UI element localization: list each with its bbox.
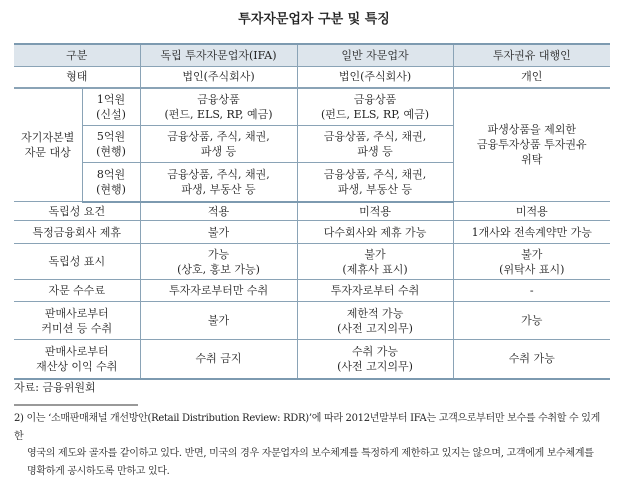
row-label: 자기자본별 자문 대상	[14, 88, 82, 202]
cell: 가능	[453, 302, 610, 340]
table-row	[14, 244, 610, 280]
header-agent: 투자권유 대행인	[453, 44, 610, 67]
cell: 투자자로부터만 수취	[140, 280, 297, 302]
cell: 수취 금지	[140, 340, 297, 379]
table-row	[14, 88, 610, 126]
row-label: 형태	[14, 67, 140, 88]
table-title: 투자자문업자 구분 및 특징	[0, 8, 628, 27]
cell: 금융상품, 주식, 채권, 파생, 부동산 등	[297, 163, 453, 202]
cell: -	[453, 280, 610, 302]
tier-label: 5억원 (현행)	[82, 126, 140, 163]
header-category: 구분	[14, 44, 140, 67]
tier-label: 8억원 (현행)	[82, 163, 140, 202]
cell: 적용	[140, 202, 297, 221]
table-row	[14, 221, 610, 244]
header-row	[14, 44, 610, 67]
footnote-line: 명확하게 공시하도록 만하고 있다.	[14, 463, 612, 480]
table-row	[14, 302, 610, 340]
header-general: 일반 자문업자	[297, 44, 453, 67]
cell: 파생상품을 제외한 금융투자상품 투자권유 위탁	[453, 88, 610, 202]
cell: 수취 가능	[453, 340, 610, 379]
cell: 다수회사와 제휴 가능	[297, 221, 453, 244]
footnote-line: 영국의 제도와 골자를 같이하고 있다. 반면, 미국의 경우 자문업자의 보수체계를 특정하게 제한하고 있지는 않으며, 고객에게 보수체계를	[14, 445, 612, 463]
row-label: 자문 수수료	[14, 280, 140, 302]
cell: 금융상품, 주식, 채권, 파생, 부동산 등	[140, 163, 297, 202]
cell: 개인	[453, 67, 610, 88]
cell: 투자자로부터 수취	[297, 280, 453, 302]
row-label: 판매사로부터 재산상 이익 수취	[14, 340, 140, 379]
footnote	[14, 410, 612, 480]
tier-label: 1억원 (신설)	[82, 88, 140, 126]
cell: 수취 가능 (사전 고지의무)	[297, 340, 453, 379]
cell: 불가 (위탁사 표시)	[453, 244, 610, 280]
header-ifa: 독립 투자자문업자(IFA)	[140, 44, 297, 67]
cell: 금융상품, 주식, 채권, 파생 등	[297, 126, 453, 163]
cell: 법인(주식회사)	[297, 67, 453, 88]
cell: 금융상품, 주식, 채권, 파생 등	[140, 126, 297, 163]
row-label: 판매사로부터 커미션 등 수취	[14, 302, 140, 340]
cell: 가능 (상호, 홍보 가능)	[140, 244, 297, 280]
footnote-line: 2) 이는 ‘소매판매채널 개선방안(Retail Distribution Review: RDR)’에 따라 2012년말부터 IFA는 고객으로부터만 보수를 수취할 수 있게 한	[14, 410, 612, 445]
row-label: 특정금융회사 제휴	[14, 221, 140, 244]
table-row	[14, 280, 610, 302]
cell: 미적용	[297, 202, 453, 221]
row-label: 독립성 표시	[14, 244, 140, 280]
source-note: 자료: 금융위원회	[14, 379, 96, 395]
cell: 제한적 가능 (사전 고지의무)	[297, 302, 453, 340]
cell: 불가	[140, 221, 297, 244]
cell: 미적용	[453, 202, 610, 221]
cell: 금융상품 (펀드, ELS, RP, 예금)	[297, 88, 453, 126]
comparison-table	[14, 43, 610, 380]
table-row	[14, 340, 610, 379]
cell: 불가	[140, 302, 297, 340]
cell: 불가 (제휴사 표시)	[297, 244, 453, 280]
footnote-divider	[14, 404, 138, 406]
cell: 법인(주식회사)	[140, 67, 297, 88]
row-label: 독립성 요건	[14, 202, 140, 221]
table-row	[14, 67, 610, 88]
cell: 1개사와 전속계약만 가능	[453, 221, 610, 244]
cell: 금융상품 (펀드, ELS, RP, 예금)	[140, 88, 297, 126]
table-row	[14, 202, 610, 221]
